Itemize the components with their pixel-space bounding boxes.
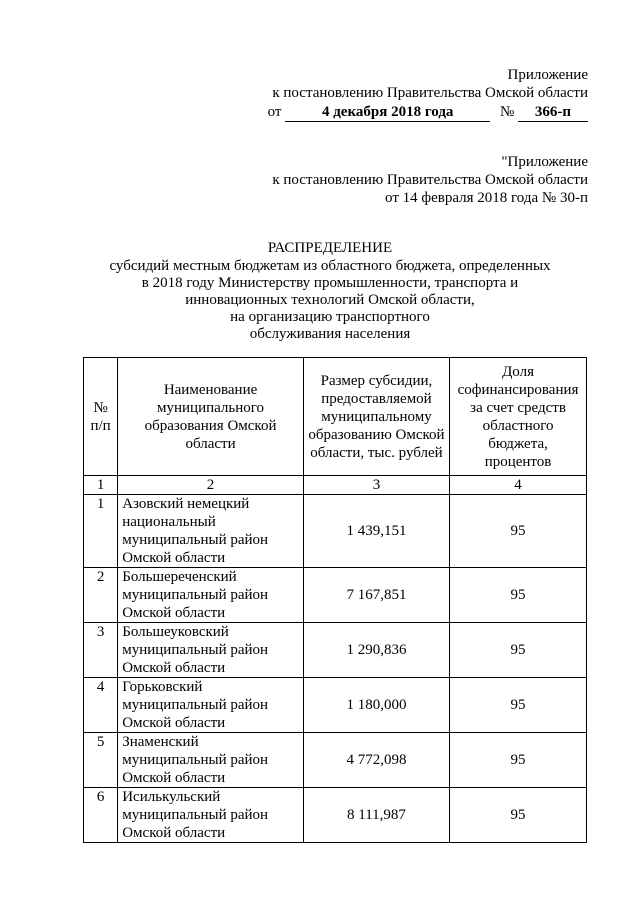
cofinancing-share: 95	[450, 568, 587, 623]
row-number: 3	[84, 623, 118, 678]
title-sub-line-4: на организацию транспортного	[230, 309, 430, 325]
resolution-number: 366-п	[518, 104, 588, 122]
header-number: № п/п	[84, 358, 118, 476]
subsidy-amount: 4 772,098	[303, 733, 449, 788]
row-number: 2	[84, 568, 118, 623]
cofinancing-share: 95	[450, 495, 587, 568]
municipality-name: Большеуковский муниципальный район Омской области	[118, 623, 304, 678]
cofinancing-share: 95	[450, 788, 587, 843]
row-number: 1	[84, 495, 118, 568]
column-number: 2	[118, 476, 304, 495]
municipality-name: Большереченский муниципальный район Омской области	[118, 568, 304, 623]
title-sub-line-3: инновационных технологий Омской области,	[185, 292, 475, 308]
table-row	[84, 733, 587, 788]
row-number: 5	[84, 733, 118, 788]
municipality-name: Исилькульский муниципальный район Омской области	[118, 788, 304, 843]
subsidy-amount: 1 180,000	[303, 678, 449, 733]
table-row	[84, 623, 587, 678]
title-sub-line-2: в 2018 году Министерству промышленности, транспорта и	[141, 275, 519, 291]
subsidy-table	[83, 357, 587, 843]
cofinancing-share: 95	[450, 678, 587, 733]
number-label: №	[499, 104, 515, 120]
subsidy-amount: 8 111,987	[303, 788, 449, 843]
title-sub-line-5: обслуживания населения	[249, 326, 411, 342]
column-number: 3	[303, 476, 449, 495]
resolution-line: к постановлению Правительства Омской области	[272, 85, 588, 101]
prev-appendix-label: "Приложение	[501, 154, 588, 170]
header-cofinancing-share: Доля софинансирования за счет средств областного бюджета, процентов	[450, 358, 587, 476]
cofinancing-share: 95	[450, 623, 587, 678]
table-header-row	[84, 358, 587, 476]
resolution-date: 4 декабря 2018 года	[285, 104, 490, 122]
prev-resolution-date: от 14 февраля 2018 года № 30-п	[385, 190, 588, 206]
column-numbers-row	[84, 476, 587, 495]
header-subsidy-amount: Размер субсидии, предоставляемой муниципальному образованию Омской области, тыс. рублей	[303, 358, 449, 476]
table-row	[84, 788, 587, 843]
header-municipality: Наименование муниципального образования Омской области	[118, 358, 304, 476]
title-sub-line-1: субсидий местным бюджетам из областного бюджета, определенных	[109, 258, 551, 274]
column-number: 1	[84, 476, 118, 495]
subsidy-amount: 1 439,151	[303, 495, 449, 568]
prev-resolution-line: к постановлению Правительства Омской области	[272, 172, 588, 188]
document-title: РАСПРЕДЕЛЕНИЕ	[267, 240, 393, 256]
table-row	[84, 495, 587, 568]
appendix-label: Приложение	[507, 67, 588, 83]
municipality-name: Знаменский муниципальный район Омской области	[118, 733, 304, 788]
from-label: от	[267, 104, 282, 120]
municipality-name: Азовский немецкий национальный муниципальный район Омской области	[118, 495, 304, 568]
subsidy-amount: 7 167,851	[303, 568, 449, 623]
row-number: 6	[84, 788, 118, 843]
municipality-name: Горьковский муниципальный район Омской области	[118, 678, 304, 733]
cofinancing-share: 95	[450, 733, 587, 788]
table-row	[84, 678, 587, 733]
row-number: 4	[84, 678, 118, 733]
subsidy-amount: 1 290,836	[303, 623, 449, 678]
resolution-date-number	[268, 103, 588, 122]
column-number: 4	[450, 476, 587, 495]
table-row	[84, 568, 587, 623]
